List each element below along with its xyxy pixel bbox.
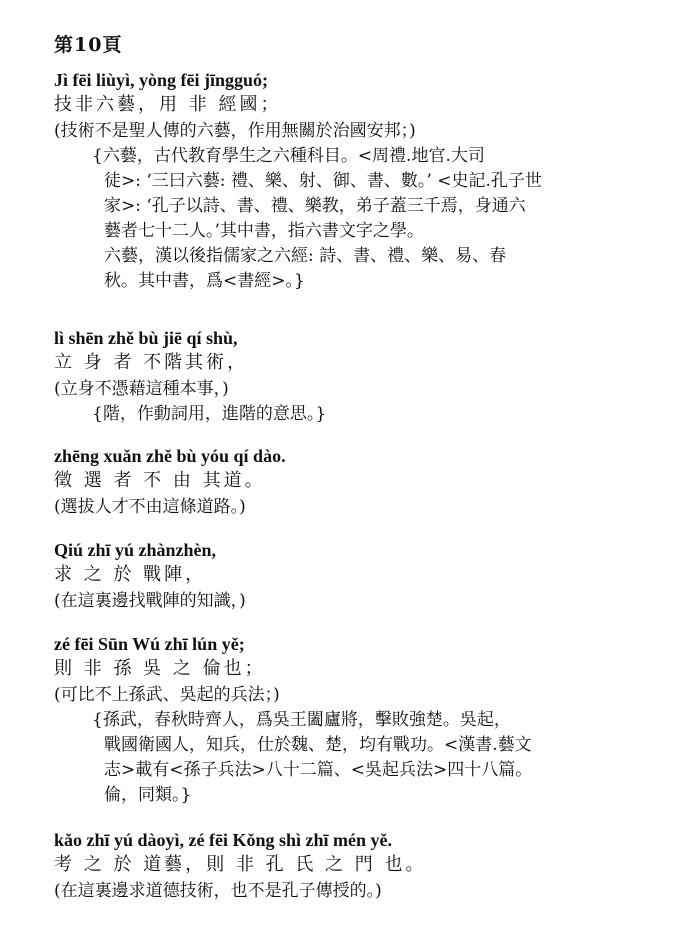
classical-text: 徵 選 者 不 由 其道。 <box>54 470 266 491</box>
pinyin-line: zhēng xuǎn zhě bù yóu qí dào. <box>54 446 286 466</box>
verse-section <box>54 536 674 614</box>
annotation-line: {階，作動詞用，進階的意思。} <box>92 404 327 424</box>
translation-text: (技術不是聖人傳的六藝，作用無關於治國安邦；) <box>54 121 416 141</box>
classical-text: 立 身 者 不階其術， <box>54 352 249 373</box>
translation-text: (在這裏邊求道德技術，也不是孔子傳授的。) <box>54 881 382 901</box>
verse-section <box>54 630 674 808</box>
annotation <box>92 144 674 294</box>
annotation-line: 徒>: ‘三曰六藝: 禮、樂、射、御、書、數。’ <史記.孔子世 <box>104 171 542 191</box>
classical-text: 求 之 於 戰陣， <box>54 564 207 585</box>
annotation-line: 家>: ‘孔子以詩、書、禮、樂教，弟子蓋三千焉，身通六 <box>104 196 526 216</box>
translation-text: (選拔人才不由這條道路。) <box>54 497 246 517</box>
annotation-line: {孫武，春秋時齊人，爲吳王闔廬將，擊敗強楚。吳起， <box>92 710 511 730</box>
verse-section <box>54 66 674 294</box>
verse-section <box>54 442 674 520</box>
classical-text: 技非六藝，用 非 經國； <box>54 94 282 115</box>
annotation-line: 志>載有<孫子兵法>八十二篇、<吳起兵法>四十八篇。 <box>104 760 533 780</box>
translation-text: (立身不憑藉這種本事，) <box>54 379 229 399</box>
annotation-line: 戰國衛國人，知兵，仕於魏、楚，均有戰功。<漢書.藝文 <box>104 735 532 755</box>
annotation-line: 倫，同類。} <box>104 785 192 805</box>
classical-text: 考 之 於 道藝，則 非 孔 氏 之 門 也。 <box>54 854 427 875</box>
pinyin-line: kǎo zhī yú dàoyì, zé fēi Kǒng shì zhī mén yě. <box>54 830 393 850</box>
pinyin-line: Qiú zhī yú zhànzhèn, <box>54 540 217 560</box>
annotation-line: {六藝，古代教育學生之六種科目。<周禮.地官.大司 <box>92 146 485 166</box>
page-number: 第10頁 <box>54 34 123 56</box>
verse-section <box>54 826 674 904</box>
pinyin-line: lì shēn zhě bù jiē qí shù, <box>54 328 238 348</box>
annotation <box>92 402 674 427</box>
verse-section <box>54 324 674 427</box>
classical-text: 則 非 孫 吳 之 倫也； <box>54 658 266 679</box>
translation-text: (可比不上孫武、吳起的兵法；) <box>54 685 280 705</box>
pinyin-line: Jì fēi liùyì, yòng fēi jīngguó; <box>54 70 269 90</box>
translation-text: (在這裏邊找戰陣的知識，) <box>54 591 246 611</box>
annotation-line: 六藝，漢以後指儒家之六經: 詩、書、禮、樂、易、春 <box>104 246 507 266</box>
annotation-line: 秋。其中書，爲<書經>。} <box>104 271 305 291</box>
annotation-line: 藝者七十二人。’其中書，指六書文字之學。 <box>104 221 424 241</box>
pinyin-line: zé fēi Sūn Wú zhī lún yě; <box>54 634 245 654</box>
annotation <box>92 708 674 808</box>
